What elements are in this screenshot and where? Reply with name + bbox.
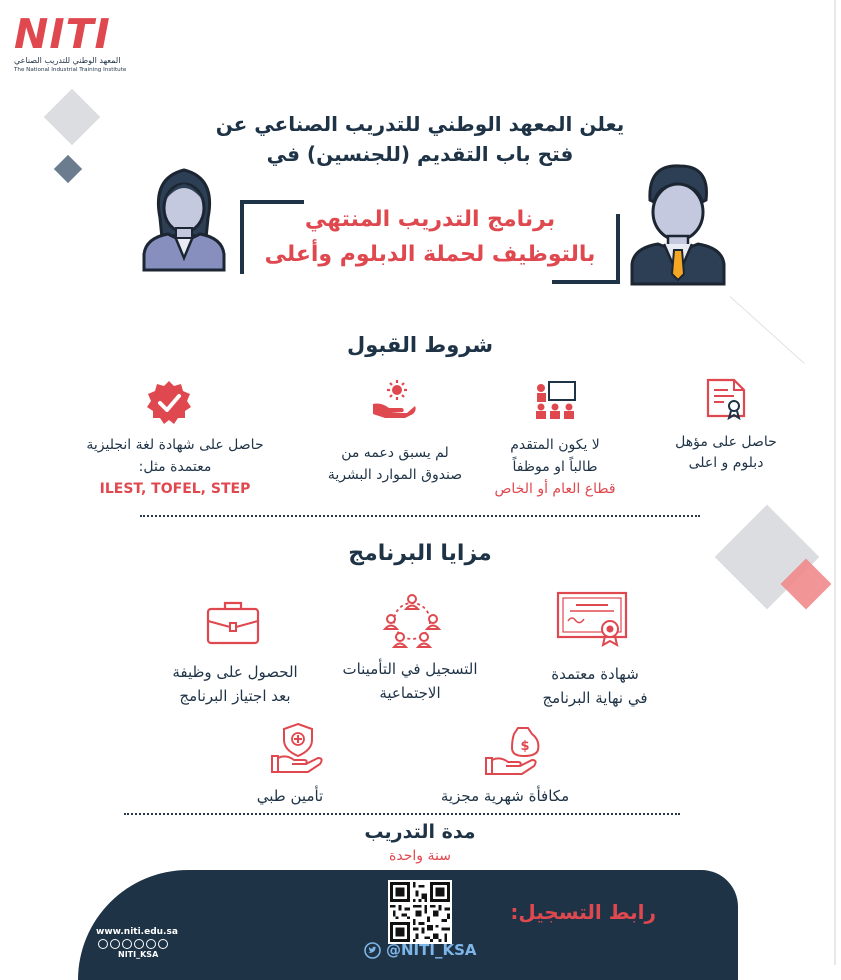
- duration-title: مدة التدريب: [364, 821, 476, 843]
- conditions-title: شروط القبول: [346, 333, 494, 357]
- benefits-title: مزايا البرنامج: [348, 541, 492, 566]
- linkedin-icon[interactable]: [158, 939, 168, 949]
- male-trainee-icon: [628, 158, 728, 286]
- benefit-text-job: [150, 660, 320, 708]
- decor-diamond-large-gray: [44, 89, 101, 146]
- divider-1: [140, 515, 700, 517]
- benefit-text-certificate: [510, 662, 680, 710]
- briefcase-icon: [206, 599, 260, 645]
- program-title-line-2: بالتوظيف لحملة الدبلوم وأعلى: [264, 242, 596, 267]
- website-link[interactable]: www.niti.edu.sa: [96, 927, 178, 937]
- benefit-line: الاجتماعية: [379, 684, 441, 702]
- benefit-line: في نهاية البرنامج: [542, 689, 648, 707]
- benefit-text-insurance-registration: [320, 657, 500, 705]
- condition-highlight: قطاع العام أو الخاص: [494, 481, 616, 497]
- network-icon: [383, 593, 441, 649]
- instagram-icon[interactable]: [98, 939, 108, 949]
- support-hand-icon: [371, 380, 417, 420]
- twitter-icon[interactable]: [110, 939, 120, 949]
- condition-line: طالباً او موظفاً: [512, 459, 598, 475]
- page-edge-line: [834, 0, 836, 965]
- twitter-icon: [364, 942, 381, 959]
- twitter-handle-row[interactable]: [364, 940, 476, 960]
- condition-line: حاصل على مؤهل: [675, 434, 777, 450]
- snapchat-icon[interactable]: [122, 939, 132, 949]
- classroom-icon: [533, 380, 579, 422]
- decor-diagonal-line: [730, 296, 805, 364]
- condition-text-english: [70, 434, 280, 500]
- decor-diamond-small-blue: [54, 155, 82, 183]
- divider-2: [124, 813, 680, 815]
- condition-highlight-tests: ILEST, TOFEL, STEP: [99, 481, 251, 497]
- benefit-text-monthly-reward: مكافأة شهرية مجزية: [440, 787, 570, 805]
- money-hand-icon: [484, 726, 540, 776]
- condition-line: صندوق الموارد البشرية: [327, 467, 463, 483]
- footer-handle: NITI_KSA: [118, 950, 159, 959]
- logo-subtitle-en: The National Industrial Training Institute: [14, 67, 127, 73]
- condition-text-not-supported: [310, 442, 480, 486]
- camera-icon[interactable]: [134, 939, 144, 949]
- benefit-line: شهادة معتمدة: [551, 665, 639, 683]
- twitter-handle: @NITI_KSA: [386, 941, 477, 959]
- duration-value: سنة واحدة: [389, 848, 451, 864]
- condition-line: لم يسبق دعمه من: [341, 445, 449, 461]
- benefit-line: التسجيل في التأمينات: [342, 660, 478, 678]
- benefit-line: الحصول على وظيفة: [172, 663, 298, 681]
- certificate-icon: [704, 378, 748, 420]
- announcement-line-1: يعلن المعهد الوطني للتدريب الصناعي عن: [215, 112, 625, 136]
- svg-text:$: $: [520, 739, 530, 754]
- niti-logo: [14, 12, 144, 74]
- condition-line: معتمدة مثل:: [138, 459, 212, 475]
- registration-link-label: رابط التسجيل:: [510, 900, 656, 924]
- verified-badge-icon: [146, 380, 192, 426]
- announcement-line-2: فتح باب التقديم (للجنسين) في: [266, 142, 574, 166]
- youtube-icon[interactable]: [146, 939, 156, 949]
- social-icons-row: [98, 939, 186, 949]
- condition-line: لا يكون المتقدم: [510, 437, 600, 453]
- condition-text-not-student: [470, 434, 640, 500]
- condition-line: دبلوم و اعلى: [688, 455, 764, 471]
- program-title-line-1: برنامج التدريب المنتهي: [304, 207, 556, 232]
- condition-line: حاصل على شهادة لغة انجليزية: [86, 437, 264, 453]
- benefit-line: بعد اجتياز البرنامج: [179, 687, 291, 705]
- logo-subtitle-ar: المعهد الوطني للتدريب الصناعي: [14, 56, 121, 65]
- diploma-icon: [556, 591, 628, 647]
- female-trainee-icon: [138, 158, 230, 272]
- benefit-text-medical: تأمين طبي: [256, 787, 324, 805]
- registration-qr-code[interactable]: [388, 880, 452, 944]
- medical-insurance-icon: [270, 722, 324, 774]
- condition-text-qualification: [636, 432, 816, 474]
- footer-contact-block: [96, 926, 186, 960]
- logo-wordmark: NITI: [14, 10, 111, 58]
